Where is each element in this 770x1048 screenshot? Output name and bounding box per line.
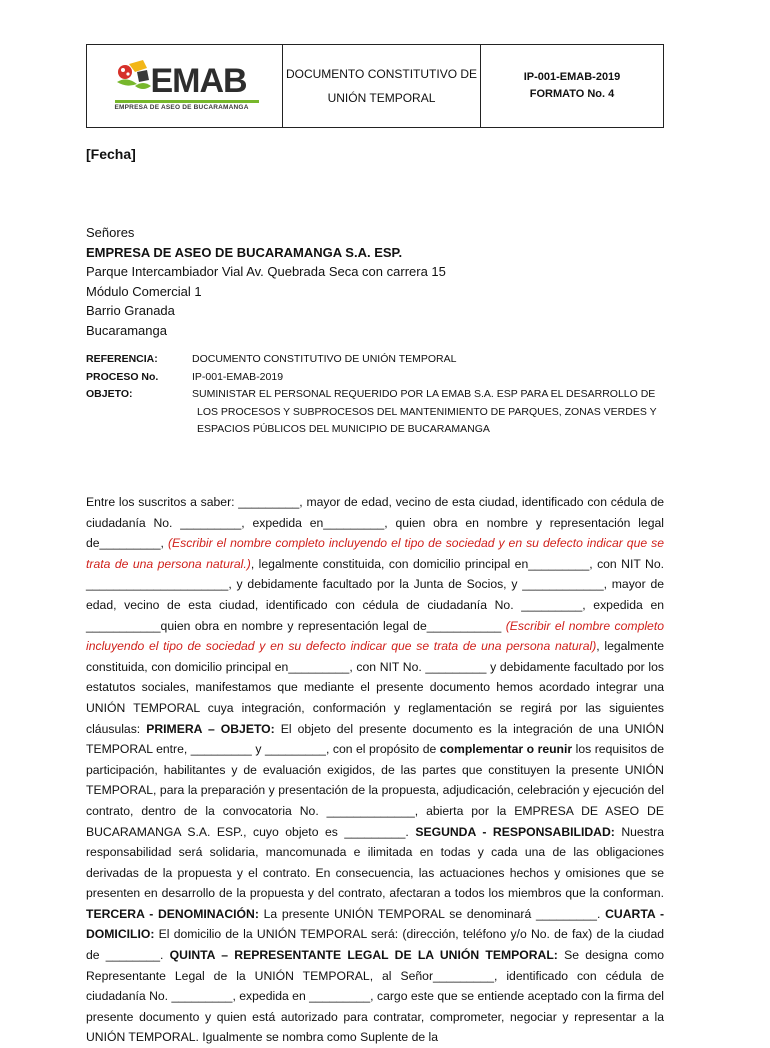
object-value — [192, 386, 666, 439]
logo-subtitle: EMPRESA DE ASEO DE BUCARAMANGA — [114, 104, 249, 111]
object-line1: SUMINISTAR EL PERSONAL REQUERIDO POR LA EMAB S.A. ESP PARA EL DESARROLLO DE — [192, 388, 656, 400]
complement-emphasis: complementar o reunir — [439, 742, 573, 757]
document-title-cell — [283, 45, 481, 127]
reference-value: DOCUMENTO CONSTITUTIVO DE UNIÓN TEMPORAL — [192, 353, 457, 365]
emab-emblem-icon — [113, 58, 153, 98]
instruction-note-2: (Escribir el nombre completo incluyendo el tipo de sociedad y en su defecto indicar que se trata de una persona natural) — [86, 618, 664, 654]
process-value: IP-001-EMAB-2019 — [192, 370, 284, 383]
instruction-note-1: (Escribir el nombre completo incluyendo el tipo de sociedad y en su defecto indicar que se trata de una persona natural.) — [86, 536, 664, 571]
document-code: IP-001-EMAB-2019 — [523, 71, 621, 83]
body-text-7: La presente UNIÓN TEMPORAL se denominará _________. — [258, 906, 606, 921]
body-text-1: Entre los suscritos a saber: _________, mayor de edad, vecino de esta ciudad, identificado con cédula de ciudadanía No. _________, expedida en_________, quien obra en nombre y representación legal de_________, — [86, 495, 664, 551]
reference-block — [86, 351, 666, 439]
recipient-address — [86, 223, 446, 341]
address-city: Bucaramanga — [86, 322, 167, 338]
process-row — [86, 369, 666, 387]
agreement-body — [86, 492, 664, 1048]
body-text-8: El domicilio de la UNIÓN TEMPORAL será: (dirección, teléfono y/o No. de fax) de la ciudad de ________. — [86, 927, 664, 963]
document-title-line1: DOCUMENTO CONSTITUTIVO DE — [285, 67, 478, 81]
address-line1: Parque Intercambiador Vial Av. Quebrada Seca con carrera 15 — [86, 264, 446, 280]
object-line3: ESPACIOS PÚBLICOS DEL MUNICIPIO DE BUCARAMANGA — [197, 423, 490, 435]
object-label: OBJETO: — [86, 388, 133, 400]
document-header — [86, 44, 664, 128]
date-placeholder: [Fecha] — [86, 146, 136, 162]
document-title-line2: UNIÓN TEMPORAL — [327, 91, 436, 105]
object-row — [86, 386, 666, 439]
body-text-2: , legalmente constituida, con domicilio principal en_________, con NIT No. _____________________, y debidamente facultado por la Junta de Socios, y ____________, mayor de edad, vecino de esta ciudad, identificado con cédula de ciudadanía No. _________, expedida en ___________quien obra en nombre y representación legal de___________ — [86, 556, 664, 633]
body-text-5: los requisitos de participación, habilitantes y de evaluación exigidos, de las partes que constituyen la presente UNIÓN TEMPORAL, para la preparación y presentación de la propuesta, adjudicación, celebración y ejecución del contrato, dentro de la convocatoria No. _____________, abierta por la EMPRESA DE ASEO DE BUCARAMANGA S.A. ESP., cuyo objeto es _________. — [86, 742, 664, 839]
clause-third-title: TERCERA - DENOMINACIÓN: — [86, 906, 259, 921]
process-label: PROCESO No. — [86, 370, 159, 383]
company-name: EMPRESA DE ASEO DE BUCARAMANGA S.A. ESP. — [86, 244, 403, 260]
reference-label: REFERENCIA: — [86, 353, 158, 365]
object-line2: LOS PROCESOS Y SUBPROCESOS DEL MANTENIMIENTO DE PARQUES, ZONAS VERDES Y — [197, 405, 657, 418]
address-line2: Módulo Comercial 1 — [86, 283, 202, 299]
logo-cell — [87, 45, 283, 127]
body-text-9: Se designa como Representante Legal de la UNIÓN TEMPORAL, al Señor_________, identificado con cédula de ciudadanía No. _________, expedida en _________, cargo este que se entiende aceptado con la firma del presente documento y quien está autorizado para contratar, comprometer, negociar y representar a la UNIÓN TEMPORAL. Igualmente se nombra como Suplente de la — [86, 948, 664, 1045]
document-code-cell — [481, 45, 663, 127]
body-text-3: , legalmente constituida, con domicilio principal en_________, con NIT No. _________ y debidamente facultado por los estatutos sociales, manifestamos que mediante el presente documento hemos acordado integrar una UNIÓN TEMPORAL cuya integración, conformación y reglamentación se regirá por las siguientes cláusulas: — [86, 639, 664, 736]
address-line3: Barrio Granada — [86, 303, 175, 319]
clause-second-title: SEGUNDA - RESPONSABILIDAD: — [415, 824, 615, 839]
clause-fourth-title: CUARTA - DOMICILIO: — [86, 906, 665, 942]
clause-first-title: PRIMERA – OBJETO: — [146, 721, 275, 736]
clause-fifth-title: QUINTA – REPRESENTANTE LEGAL DE LA UNIÓN TEMPORAL: — [169, 948, 558, 963]
logo-bar — [115, 100, 259, 103]
emab-logo — [105, 54, 265, 118]
reference-row — [86, 351, 666, 369]
body-text-6: Nuestra responsabilidad será solidaria, mancomunada e ilimitada en todas y cada una de las obligaciones derivadas de la propuesta y el contrato. En consecuencia, las actuaciones hechos y omisiones que se presenten en desarrollo de la propuesta y del contrato, afectaran a todos los miembros que la conforman. — [86, 824, 665, 901]
body-text-4: El objeto del presente documento es la integración de una UNIÓN TEMPORAL entre, _________ y _________, con el propósito de — [86, 721, 664, 757]
document-format: FORMATO No. 4 — [529, 88, 615, 100]
logo-text: EMAB — [150, 62, 247, 100]
salutation: Señores — [86, 225, 135, 240]
